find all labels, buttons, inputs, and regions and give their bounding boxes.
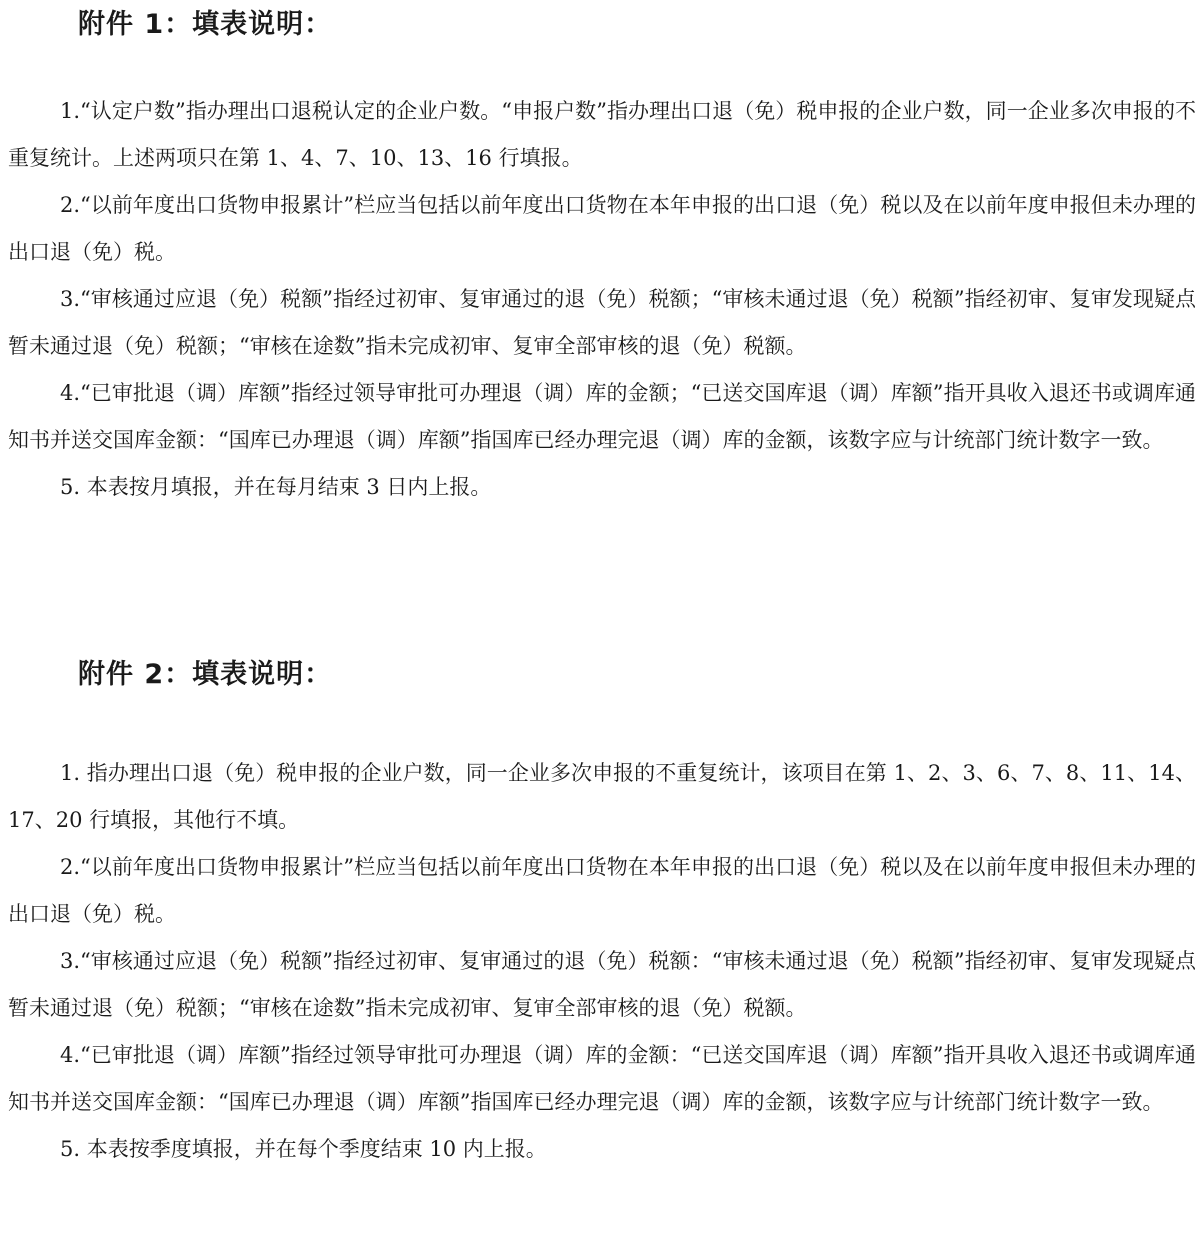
attachment-2-items xyxy=(0,750,1200,1173)
attachment-1-item-1: 1.“认定户数”指办理出口退税认定的企业户数。“申报户数”指办理出口退（免）税申报的企业户数，同一企业多次申报的不重复统计。上述两项只在第 1、4、7、10、13、16 行填报。 xyxy=(8,99,1196,170)
attachment-1-heading: 附件 1：填表说明： xyxy=(78,9,333,40)
attachment-2-item-5: 5. 本表按季度填报，并在每个季度结束 10 内上报。 xyxy=(60,1137,547,1161)
attachment-2-section xyxy=(0,650,1200,1173)
attachment-1-item-3: 3.“审核通过应退（免）税额”指经过初审、复审通过的退（免）税额；“审核未通过退（免）税额”指经初审、复审发现疑点暂未通过退（免）税额；“审核在途数”指未完成初审、复审全部审核的退（免）税额。 xyxy=(8,287,1196,358)
attachment-1-section xyxy=(0,0,1200,511)
attachment-2-item-2: 2.“以前年度出口货物申报累计”栏应当包括以前年度出口货物在本年申报的出口退（免）税以及在以前年度申报但未办理的出口退（免）税。 xyxy=(8,855,1196,926)
attachment-1-item-4: 4.“已审批退（调）库额”指经过领导审批可办理退（调）库的金额；“已送交国库退（调）库额”指开具收入退还书或调库通知书并送交国库金额：“国库已办理退（调）库额”指国库已经办理完退（调）库的金额，该数字应与计统部门统计数字一致。 xyxy=(8,381,1196,452)
attachment-2-item-1: 1. 指办理出口退（免）税申报的企业户数，同一企业多次申报的不重复统计，该项目在第 1、2、3、6、7、8、11、14、17、20 行填报，其他行不填。 xyxy=(8,761,1196,832)
attachment-1-item-2: 2.“以前年度出口货物申报累计”栏应当包括以前年度出口货物在本年申报的出口退（免）税以及在以前年度申报但未办理的出口退（免）税。 xyxy=(8,193,1196,264)
attachment-2-heading: 附件 2：填表说明： xyxy=(78,659,333,690)
attachment-2-item-4: 4.“已审批退（调）库额”指经过领导审批可办理退（调）库的金额：“已送交国库退（调）库额”指开具收入退还书或调库通知书并送交国库金额：“国库已办理退（调）库额”指国库已经办理完退（调）库的金额，该数字应与计统部门统计数字一致。 xyxy=(8,1043,1196,1114)
attachment-1-item-5: 5. 本表按月填报，并在每月结束 3 日内上报。 xyxy=(60,475,492,499)
attachment-2-item-3: 3.“审核通过应退（免）税额”指经过初审、复审通过的退（免）税额：“审核未通过退（免）税额”指经初审、复审发现疑点暂未通过退（免）税额；“审核在途数”指未完成初审、复审全部审核的退（免）税额。 xyxy=(8,949,1196,1020)
attachment-1-items xyxy=(0,88,1200,511)
